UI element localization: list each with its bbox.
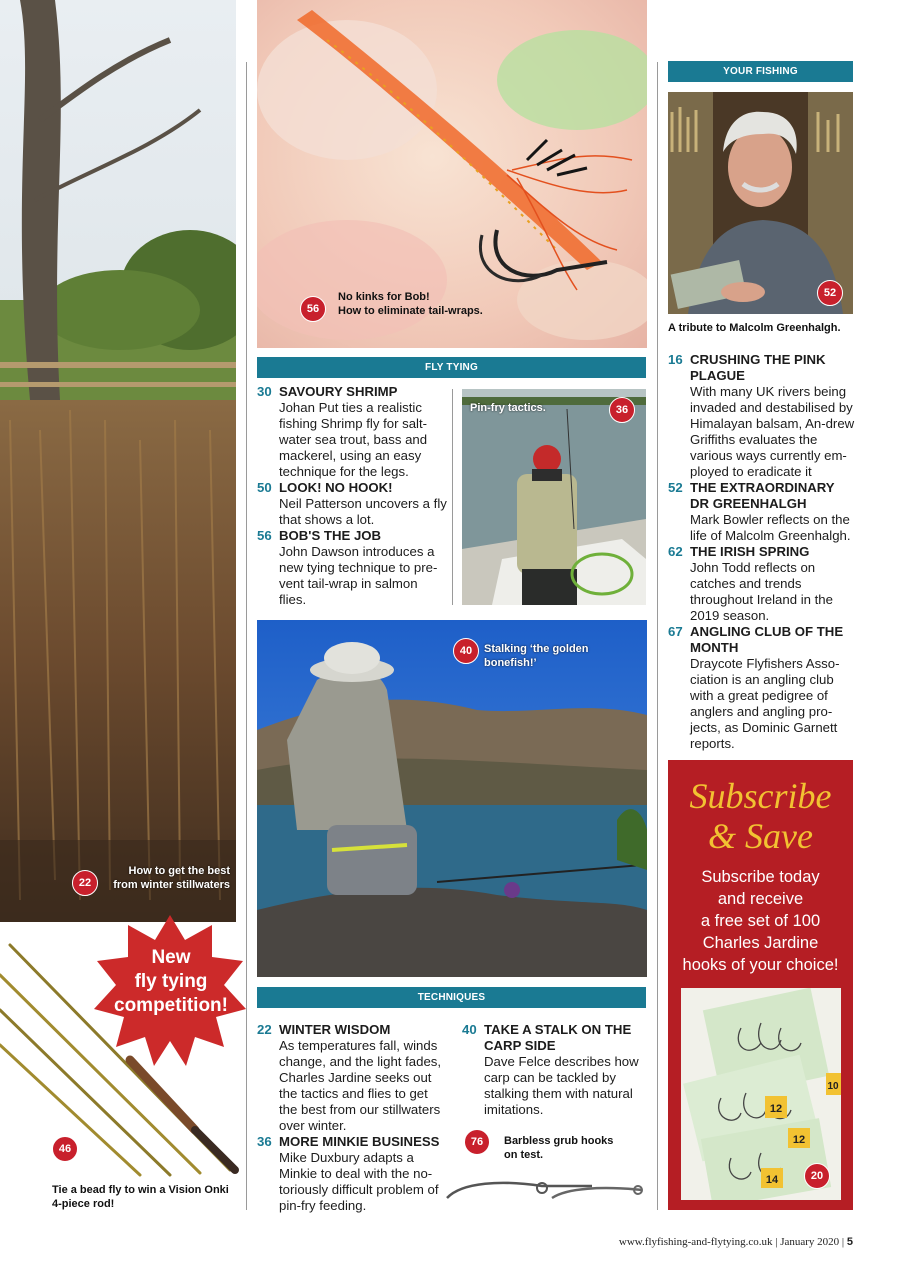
footer-url[interactable]: www.flyfishing-and-flytying.co.uk — [618, 1236, 773, 1248]
entry-title: WINTER WISDOM — [279, 1022, 391, 1037]
entry-page-number: 16 — [668, 352, 683, 367]
bonefish-stalking-photo — [257, 620, 647, 977]
footer-issue: January 2020 — [780, 1236, 840, 1248]
fly-tying-entry[interactable] — [257, 528, 447, 608]
malcolm-greenhalgh-caption: A tribute to Malcolm Greenhalgh. — [668, 322, 841, 334]
techniques-list-right — [462, 1022, 642, 1118]
entry-page-number: 62 — [668, 544, 683, 559]
fly-tying-entry[interactable] — [257, 384, 447, 480]
entry-description: John Dawson introduces a new tying technique to pre-vent tail-wrap in salmon flies. — [279, 544, 438, 607]
entry-page-number: 30 — [257, 384, 272, 399]
entry-description: Mike Duxbury adapts a Minkie to deal with the no-toriously difficult problem of pin-fry feeding. — [279, 1150, 439, 1213]
your-fishing-entry[interactable] — [668, 624, 856, 752]
entry-title: TAKE A STALK ON THE CARP SIDE — [484, 1022, 632, 1053]
your-fishing-list — [668, 352, 856, 752]
entry-description: Johan Put ties a realistic fishing Shrimp fly for salt-water sea trout, bass and mackerel, using an easy technique for the legs. — [279, 400, 428, 479]
grub-hooks-illustration — [442, 1176, 647, 1208]
column-divider-left — [246, 62, 247, 1210]
bonefish-caption: Stalking ‘the golden bonefish!’ — [484, 643, 589, 669]
subscribe-badge: 20 — [804, 1163, 830, 1189]
your-fishing-header: YOUR FISHING — [668, 61, 853, 82]
techniques-header: TECHNIQUES — [257, 987, 646, 1008]
winter-stillwater-photo — [0, 0, 236, 922]
entry-title: CRUSHING THE PINK PLAGUE — [690, 352, 826, 383]
page-footer: www.flyfishing-and-flytying.co.uk | January 2020 | 5 — [618, 1236, 853, 1248]
fly-tying-divider — [452, 389, 453, 605]
entry-description: John Todd reflects on catches and trends throughout Ireland in the 2019 season. — [690, 560, 833, 623]
entry-title: SAVOURY SHRIMP — [279, 384, 398, 399]
entry-title: ANGLING CLUB OF THE MONTH — [690, 624, 844, 655]
entry-title: MORE MINKIE BUSINESS — [279, 1134, 440, 1149]
entry-title: THE EXTRAORDINARY DR GREENHALGH — [690, 480, 835, 511]
entry-description: Draycote Flyfishers Asso-ciation is an angling club with a great pedigree of anglers and angling pro-jects, as Dominic Garnett reports. — [690, 656, 840, 751]
subscribe-panel[interactable] — [668, 760, 853, 1210]
your-fishing-entry[interactable] — [668, 544, 856, 624]
entry-description: Neil Patterson uncovers a fly that shows a lot. — [279, 496, 447, 527]
competition-badge: 46 — [52, 1136, 78, 1162]
pack-size-label: 10 — [827, 1081, 839, 1092]
page-number: 5 — [846, 1236, 853, 1248]
techniques-entry[interactable] — [462, 1022, 642, 1118]
salmon-fly-caption: No kinks for Bob! How to eliminate tail-wraps. — [338, 291, 483, 317]
winter-stillwater-badge: 22 — [72, 870, 98, 896]
techniques-entry[interactable] — [257, 1134, 447, 1214]
pin-fry-caption: Pin-fry tactics. — [470, 402, 546, 414]
entry-description: Mark Bowler reflects on the life of Malcolm Greenhalgh. — [690, 512, 851, 543]
entry-page-number: 40 — [462, 1022, 477, 1037]
bonefish-badge: 40 — [453, 638, 479, 664]
grub-hooks-badge: 76 — [464, 1129, 490, 1155]
competition-star-text: New fly tying competition! — [114, 947, 228, 1016]
winter-stillwater-caption: How to get the best from winter stillwaters — [113, 865, 230, 891]
techniques-list-left — [257, 1022, 447, 1214]
pin-fry-badge: 36 — [609, 397, 635, 423]
subscribe-headline: Subscribe & Save — [689, 776, 832, 856]
entry-page-number: 50 — [257, 480, 272, 495]
fly-tying-entry[interactable] — [257, 480, 447, 528]
entry-title: THE IRISH SPRING — [690, 544, 810, 559]
entry-title: LOOK! NO HOOK! — [279, 480, 393, 495]
fly-tying-header: FLY TYING — [257, 357, 646, 378]
column-divider-right — [657, 62, 658, 1210]
techniques-entry[interactable] — [257, 1022, 447, 1134]
entry-description: With many UK rivers being invaded and destabilised by Himalayan balsam, An-drew Griffiths evaluates the various ways currently em-ployed to eradicate it — [690, 384, 855, 479]
salmon-fly-badge: 56 — [300, 296, 326, 322]
subscribe-body: Subscribe today and receive a free set of 100 Charles Jardine hooks of your choice! — [682, 868, 839, 974]
entry-page-number: 52 — [668, 480, 683, 495]
entry-page-number: 36 — [257, 1134, 272, 1149]
entry-description: Dave Felce describes how carp can be tackled by stalking them with natural imitations. — [484, 1054, 639, 1117]
fly-tying-list — [257, 384, 447, 608]
competition-caption: Tie a bead fly to win a Vision Onki 4-piece rod! — [52, 1184, 229, 1210]
entry-page-number: 56 — [257, 528, 272, 543]
pack-size-label: 14 — [765, 1174, 779, 1186]
your-fishing-entry[interactable] — [668, 352, 856, 480]
entry-page-number: 22 — [257, 1022, 272, 1037]
entry-description: As temperatures fall, winds change, and the light fades, Charles Jardine seeks out the tactics and flies to get the best from our stillwaters over winter. — [279, 1038, 442, 1133]
pack-size-label: 12 — [792, 1134, 806, 1146]
grub-hooks-caption: Barbless grub hooks on test. — [504, 1135, 614, 1161]
entry-title: BOB'S THE JOB — [279, 528, 382, 543]
your-fishing-entry[interactable] — [668, 480, 856, 544]
malcolm-greenhalgh-badge: 52 — [817, 280, 843, 306]
pack-size-label: 12 — [769, 1103, 783, 1115]
entry-page-number: 67 — [668, 624, 683, 639]
